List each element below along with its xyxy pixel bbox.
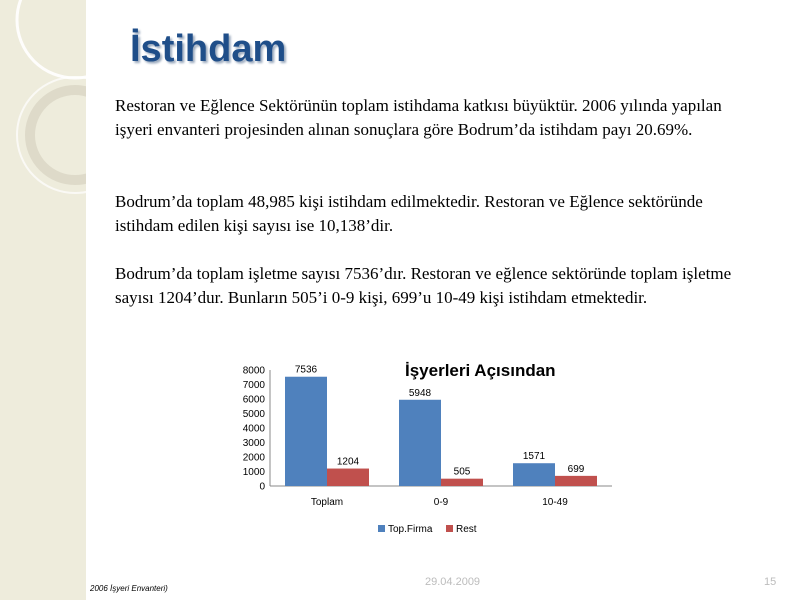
data-label: 505 xyxy=(453,466,471,478)
data-label: 1204 xyxy=(336,456,360,468)
panel-divider xyxy=(86,0,90,600)
category-label: Toplam xyxy=(310,497,344,508)
bar-rest-1 xyxy=(441,479,483,486)
legend-swatch xyxy=(446,525,453,532)
y-tick-label: 3000 xyxy=(242,438,265,449)
chart-svg xyxy=(210,350,640,550)
y-tick-label: 8000 xyxy=(242,365,265,377)
legend-label: Rest xyxy=(456,524,477,535)
left-decorative-panel xyxy=(0,0,90,600)
bar-chart xyxy=(210,350,640,550)
y-tick-label: 6000 xyxy=(242,394,265,406)
data-label: 1571 xyxy=(522,451,546,463)
paragraph-2: Bodrum’da toplam 48,985 kişi istihdam edilmektedir. Restoran ve Eğlence sektöründe istihdam edilen kişi sayısı ise 10,138’dir. xyxy=(115,192,703,235)
y-tick-label: 0 xyxy=(259,481,265,493)
y-tick-label: 1000 xyxy=(242,467,265,478)
data-label: 7536 xyxy=(294,364,318,376)
page-number: 15 xyxy=(764,576,777,588)
category-label: 0-9 xyxy=(433,497,449,508)
category-label: 10-49 xyxy=(542,497,568,508)
bar-rest-0 xyxy=(327,469,369,486)
legend-label: Top.Firma xyxy=(388,524,433,535)
bar-top-firma-2 xyxy=(513,463,555,486)
paragraph-1: Restoran ve Eğlence Sektörünün toplam istihdama katkısı büyüktür. 2006 yılında yapılan işyeri envanteri projesinden alınan sonuçlara göre Bodrum’da istihdam payı 20.69%. xyxy=(115,96,722,139)
y-tick-label: 5000 xyxy=(242,409,265,420)
y-tick-label: 2000 xyxy=(242,452,265,464)
bar-top-firma-1 xyxy=(399,400,441,486)
y-tick-label: 4000 xyxy=(242,423,265,435)
bar-rest-2 xyxy=(555,476,597,486)
bar-top-firma-0 xyxy=(285,377,327,486)
y-tick-label: 7000 xyxy=(242,380,265,391)
footer-date: 29.04.2009 xyxy=(425,576,481,588)
decorative-arcs xyxy=(0,0,90,600)
footer-source: 2006 İşyeri Envanteri) xyxy=(90,584,168,593)
data-label: 699 xyxy=(567,463,585,475)
legend-swatch xyxy=(378,525,385,532)
chart-title: İşyerleri Açısından xyxy=(405,361,556,380)
data-label: 5948 xyxy=(408,387,432,399)
paragraph-3: Bodrum’da toplam işletme sayısı 7536’dır. Restoran ve eğlence sektöründe toplam işletme sayısı 1204’dur. Bunların 505’i 0-9 kişi, 699’u 10-49 kişi istihdam etmektedir. xyxy=(115,264,732,307)
slide-title: İstihdam xyxy=(130,28,287,70)
